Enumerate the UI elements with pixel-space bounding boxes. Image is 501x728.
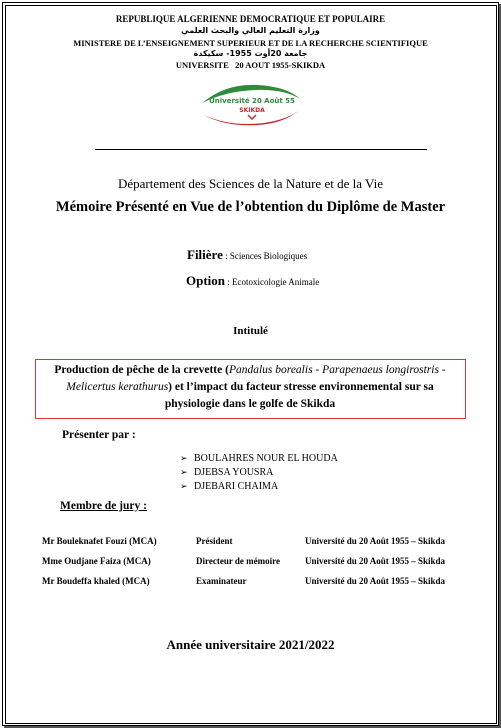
jury-university: Université du 20 Août 1955 – Skikda: [305, 576, 446, 586]
academic-year: Année universitaire 2021/2022: [166, 637, 335, 652]
svg-text:Université 20 Août 55: Université 20 Août 55: [209, 97, 295, 105]
filiere: [187, 247, 307, 263]
intitule: Intitulé: [233, 325, 268, 337]
header-arabic-university: جامعة 20أوت 1955- سكيكدة: [193, 49, 308, 58]
student-list: [180, 452, 338, 494]
option: [186, 273, 319, 289]
header-ministry: MINISTERE DE L’ENSEIGNEMENT SUPERIEUR ET DE LA RECHERCHE SCIENTIFIQUE: [73, 38, 428, 48]
jury-role: Président: [196, 536, 233, 546]
jury-role: Directeur de mémoire: [196, 556, 280, 566]
arrow-bullet-icon: ➢: [180, 468, 188, 478]
thesis-title: [40, 362, 460, 413]
thesis-title-species: Pandalus borealis - Parapenaeus longirostris - Melicertus kerathurus: [66, 364, 446, 393]
jury-role: Examinateur: [196, 576, 247, 586]
jury-name: Mr Bouleknafet Fouzi (MCA): [42, 536, 157, 546]
option-label: Option: [186, 273, 226, 288]
table-row: [0, 536, 501, 550]
header-divider: [95, 149, 427, 150]
list-item: ➢ DJEBSA YOUSRA: [180, 467, 274, 478]
header-arabic-ministry: وزارة التعليم العالي والبحث العلمي: [181, 26, 320, 35]
header-university: UNIVERSITE 20 AOUT 1955-SKIKDA: [175, 60, 326, 70]
list-item: ➢ DJEBARI CHAIMA: [180, 481, 279, 492]
jury-university: Université du 20 Août 1955 – Skikda: [305, 536, 446, 546]
filiere-value: : Sciences Biologiques: [222, 251, 308, 261]
jury-name: Mr Boudeffa khaled (MCA): [42, 576, 150, 586]
option-value: : Ecotoxicologie Animale: [225, 277, 320, 287]
table-row: [0, 556, 501, 570]
memoire-heading: Mémoire Présenté en Vue de l’obtention du Diplôme de Master: [55, 199, 446, 215]
department: Département des Sciences de la Nature et de la Vie: [117, 176, 383, 191]
arrow-bullet-icon: ➢: [180, 454, 188, 464]
thesis-title-part1: Production de pêche de la crevette (: [54, 364, 229, 376]
svg-text:SKIKDA: SKIKDA: [239, 107, 265, 114]
jury-label: Membre de jury :: [60, 500, 147, 512]
university-logo: [196, 79, 308, 129]
list-item: ➢ BOULAHRES NOUR EL HOUDA: [180, 453, 338, 464]
header-republic: REPUBLIQUE ALGERIENNE DEMOCRATIQUE ET POPULAIRE: [115, 14, 386, 24]
arrow-bullet-icon: ➢: [180, 482, 188, 492]
table-row: [0, 576, 501, 590]
filiere-label: Filière: [187, 247, 223, 262]
presenter-label: Présenter par :: [62, 429, 136, 441]
thesis-title-part2: ) et l’impact du facteur stresse environnemental sur sa physiologie dans le golfe de Skikda: [164, 381, 434, 410]
jury-name: Mme Oudjane Faiza (MCA): [42, 556, 151, 566]
jury-university: Université du 20 Août 1955 – Skikda: [305, 556, 446, 566]
